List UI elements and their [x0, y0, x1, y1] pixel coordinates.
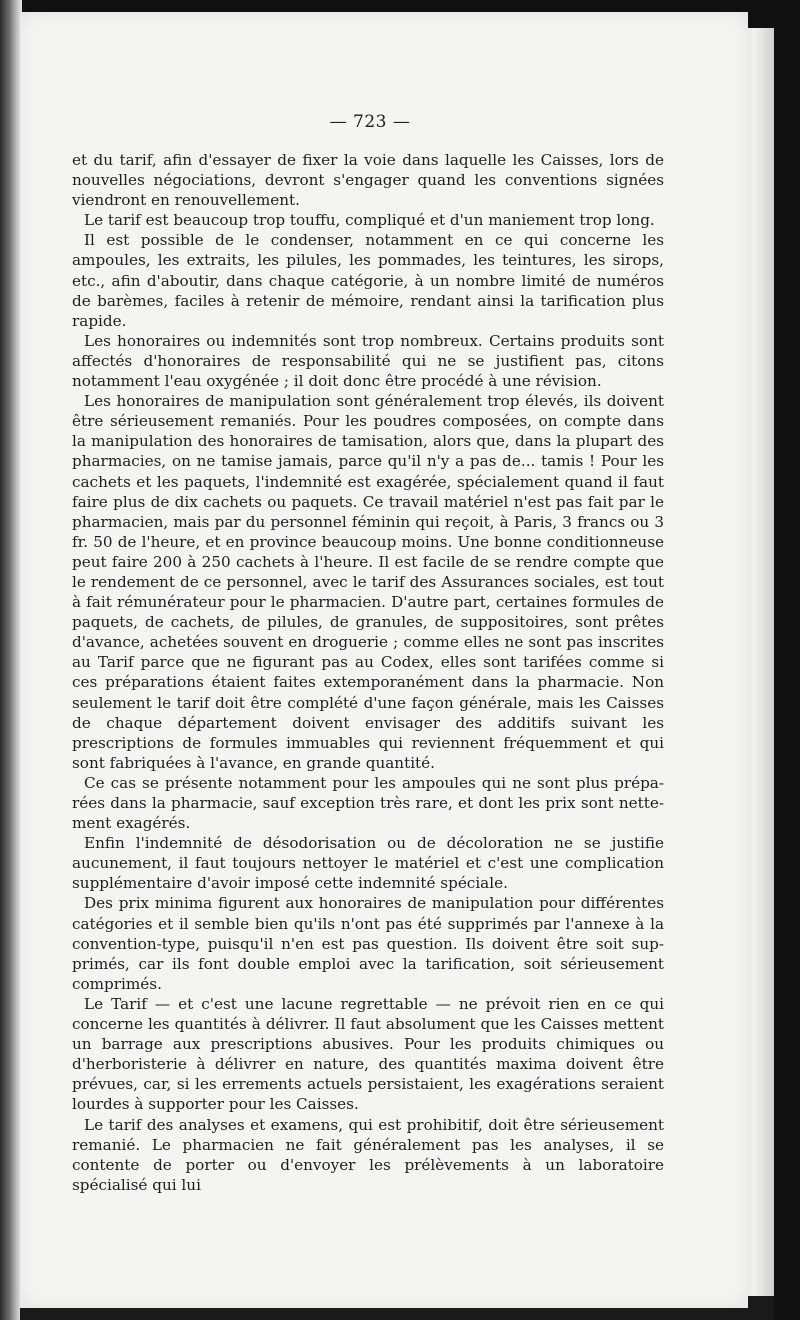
body-text	[72, 150, 664, 1195]
paragraph-8: Des prix minima figurent aux honoraires de manipulation pour différentes catégories et il semble bien qu'ils n'ont pas été supprimés par l'annexe à la convention-type, puisqu'il n'en est pas question. Ils doivent être soit supprimés, car ils font double emploi avec la tarification, soit sérieusement comprimés.	[72, 894, 664, 993]
paragraph-2: Le tarif est beaucoup trop touffu, compliqué et d'un maniement trop long.	[84, 211, 655, 230]
paragraph-7: Enfin l'indemnité de désodorisation ou de décoloration ne se justifie aucunement, il faut toujours nettoyer le matériel et c'est une complication supplémentaire d'avoir imposé cette indemnité spéciale.	[72, 834, 664, 893]
page-number: — 723 —	[329, 112, 411, 132]
paragraph-5: Les honoraires de manipulation sont généralement trop élevés, ils doivent être sérieusement remaniés. Pour les poudres composées, on compte dans la manipulation des honoraires de tamisation, alors que, dans la plupart des pharmacies, on ne tamise jamais, parce qu'il n'y a pas de... tamis ! Pour les cachets et les paquets, l'indemnité est exagérée, spécialement quand il faut faire plus de dix cachets ou paquets. Ce travail matériel n'est pas fait par le pharmacien, mais par du personnel féminin qui reçoit, à Paris, 3 francs ou 3 fr. 50 de l'heure, et en province beaucoup moins. Une bonne conditionneuse peut faire 200 à 250 cachets à l'heure. Il est facile de se rendre compte que le rendement de ce personnel, avec le tarif des Assurances sociales, est tout à fait rémunérateur pour le pharmacien. D'autre part, certaines formules de paquets, de cachets, de pilules, de granules, de suppositoires, sont prêtes d'avance, achetées souvent en droguerie ; comme elles ne sont pas inscrites au Tarif parce que ne figurant pas au Codex, elles sont tarifées comme si ces préparations étaient faites extemporanément dans la pharmacie. Non seulement le tarif doit être complété d'une façon générale, mais les Caisses de chaque département doivent envisager des additifs suivant les prescriptions de formules immuables qui reviennent fréquemment et qui sont fabriquées à l'avance, en grande quantité.	[72, 392, 664, 772]
paragraph-10: Le tarif des analyses et examens, qui est prohibitif, doit être sérieusement remanié. Le pharmacien ne fait généralement pas les analyses, il se contente de porter ou d'envoyer les prélèvements à un laboratoire spécialisé qui lui	[72, 1115, 664, 1194]
paragraph-3: Il est possible de le condenser, notamment en ce qui concerne les ampoules, les extraits, les pilules, les pommades, les teintures, les sirops, etc., afin d'aboutir, dans chaque catégorie, à un nombre limité de numéros de barèmes, faciles à retenir de mémoire, rendant ainsi la tarification plus rapide.	[72, 231, 664, 330]
document-page	[20, 12, 748, 1308]
book-spine-edge	[0, 0, 22, 1320]
paragraph-6: Ce cas se présente notamment pour les ampoules qui ne sont plus préparées dans la pharmacie, sauf exception très rare, et dont les prix sont nettement exagérés.	[72, 773, 664, 833]
paragraph-4: Les honoraires ou indemnités sont trop nombreux. Certains produits sont affectés d'honoraires de responsabilité qui ne se justifient pas, citons notamment l'eau oxygénée ; il doit donc être procédé à une révision.	[72, 331, 664, 391]
paragraph-1: et du tarif, afin d'essayer de fixer la voie dans laquelle les Caisses, lors de nouvelles négociations, devront s'engager quand les conventions signées viendront en renouvellement.	[72, 151, 664, 210]
paragraph-9: Le Tarif — et c'est une lacune regrettable — ne prévoit rien en ce qui concerne les quantités à délivrer. Il faut absolument que les Caisses mettent un barrage aux prescriptions abusives. Pour les produits chimiques ou d'herboristerie à délivrer en nature, des quantités maxima doivent être prévues, car, si les errements actuels persistaient, les exagérations seraient lourdes à supporter pour les Caisses.	[72, 994, 664, 1114]
